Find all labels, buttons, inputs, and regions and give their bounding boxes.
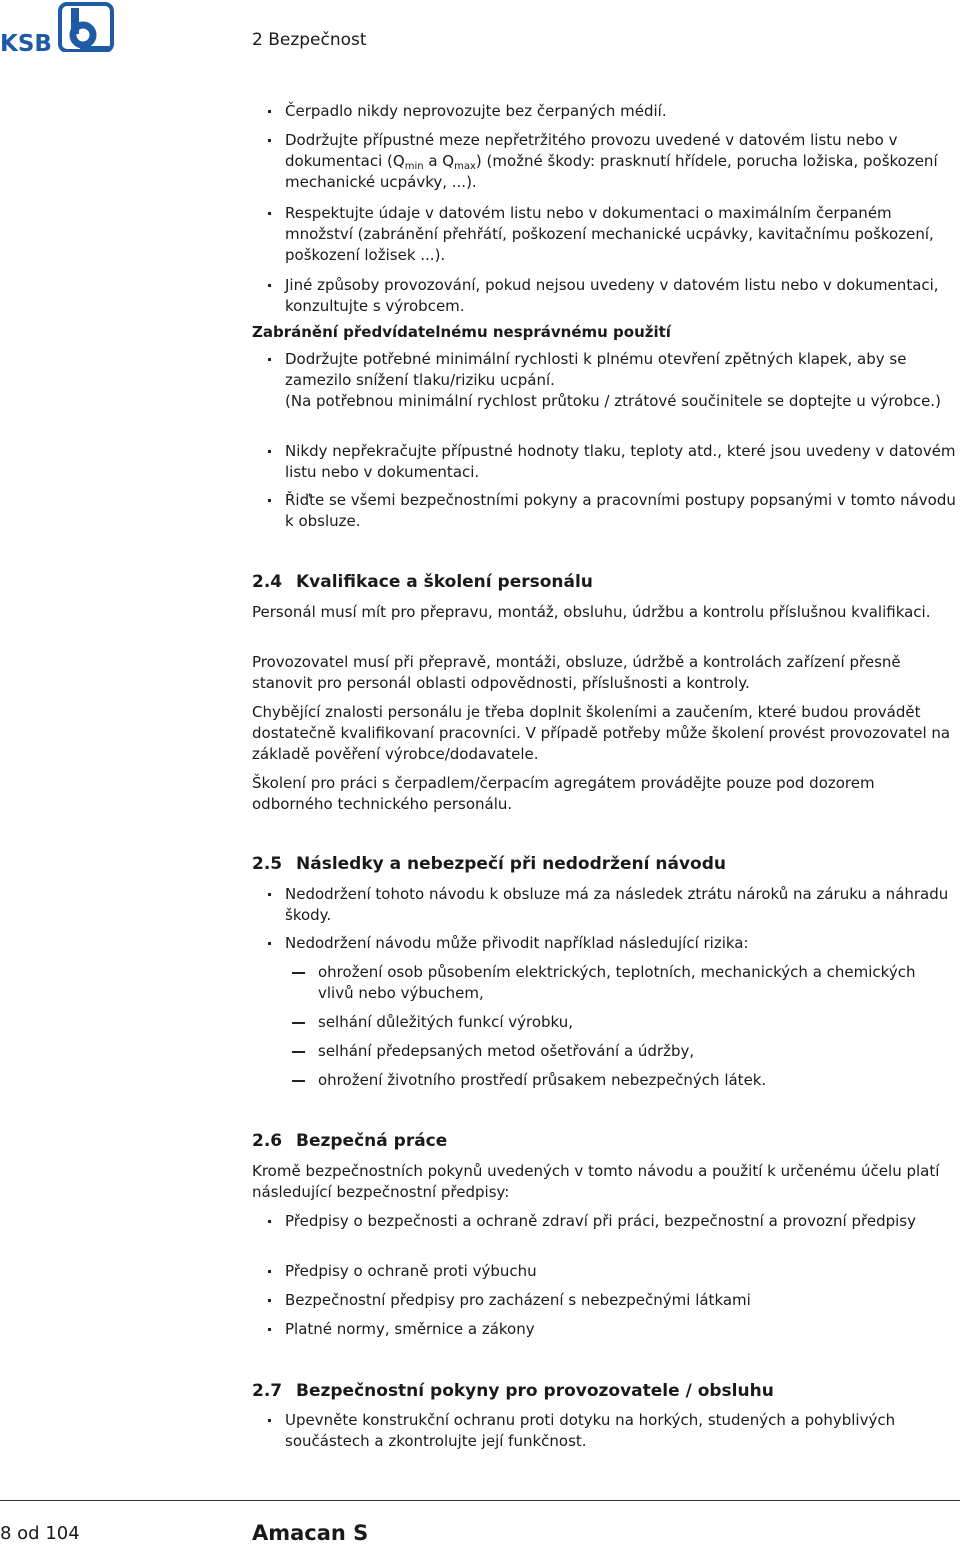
dash-item-text: selhání předepsaných metod ošetřování a údržby, xyxy=(318,1042,695,1060)
subsection-heading: Zabránění předvídatelnému nesprávnému použití xyxy=(252,323,671,341)
list-item xyxy=(285,490,958,532)
list-item-text: Respektujte údaje v datovém listu nebo v dokumentaci o maximálním čerpaném množství (zabránění přehřátí, poškození mechanické ucpávky, kavitačnímu poškození, poškození ložisek ...). xyxy=(285,204,934,264)
dash-marker xyxy=(292,1051,305,1053)
dash-item xyxy=(318,1070,938,1091)
page-number: 8 od 104 xyxy=(0,1523,80,1544)
list-item xyxy=(285,884,958,926)
section-title-text: Následky a nebezpečí při nedodržení návodu xyxy=(296,854,726,874)
section-title-text: Kvalifikace a školení personálu xyxy=(296,572,593,592)
list-item-text: Jiné způsoby provozování, pokud nejsou uvedeny v datovém listu nebo v dokumentaci, konzultujte s výrobcem. xyxy=(285,276,939,315)
section-heading-2-6 xyxy=(252,1130,447,1152)
section-number: 2.7 xyxy=(252,1381,283,1401)
list-item xyxy=(285,101,958,122)
dash-marker xyxy=(292,972,305,974)
dash-item-text: selhání důležitých funkcí výrobku, xyxy=(318,1013,574,1031)
list-item-text: Upevněte konstrukční ochranu proti dotyku na horkých, studených a pohyblivých součástech a zkontrolujte její funkčnost. xyxy=(285,1411,896,1450)
paragraph: Personál musí mít pro přepravu, montáž, obsluhu, údržbu a kontrolu příslušnou kvalifikaci. xyxy=(252,603,931,621)
section-number: 2.4 xyxy=(252,572,283,592)
section-number: 2.5 xyxy=(252,854,283,874)
list-item xyxy=(285,441,958,483)
ksb-logo xyxy=(0,2,114,52)
section-number: 2.6 xyxy=(252,1131,283,1151)
product-name: Amacan S xyxy=(252,1521,369,1545)
paragraph: Kromě bezpečnostních pokynů uvedených v tomto návodu a použití k určenému účelu platí následující bezpečnostní předpisy: xyxy=(252,1162,940,1201)
list-item xyxy=(285,1290,958,1311)
dash-item-text: ohrožení životního prostředí průsakem nebezpečných látek. xyxy=(318,1071,767,1089)
list-item-note: (Na potřebnou minimální rychlost průtoku / ztrátové součinitele se doptejte u výrobce.) xyxy=(285,392,941,410)
dash-item xyxy=(318,962,938,1004)
section-heading-2-4 xyxy=(252,571,593,593)
list-item xyxy=(285,1261,958,1282)
logo-text: KSB xyxy=(0,31,52,52)
section-heading-2-5 xyxy=(252,853,726,875)
list-item-text: Nedodržení návodu může přivodit například následující rizika: xyxy=(285,934,749,952)
list-item-text: Dodržujte přípustné meze nepřetržitého provozu uvedené v datovém listu nebo v dokumentaci ($Q_{min}$ a $Q_{max}$) (možné škody: prasknutí hřídele, porucha ložiska, poškození mechanické ucpávky, ...). xyxy=(285,131,938,191)
list-item xyxy=(285,275,958,317)
list-item xyxy=(285,203,958,266)
list-item-text: Řiďte se všemi bezpečnostními pokyny a pracovními postupy popsanými v tomto návodu k obsluze. xyxy=(285,491,956,530)
list-item xyxy=(285,1410,958,1452)
list-item xyxy=(285,1319,958,1340)
dash-item-text: ohrožení osob působením elektrických, teplotních, mechanických a chemických vlivů nebo výbuchem, xyxy=(318,963,916,1002)
dash-item xyxy=(318,1041,938,1062)
list-item xyxy=(285,349,958,412)
dash-item xyxy=(318,1012,938,1033)
dash-marker xyxy=(292,1080,305,1082)
list-item-text: Bezpečnostní předpisy pro zacházení s nebezpečnými látkami xyxy=(285,1291,751,1309)
list-item xyxy=(285,933,958,954)
list-item-text: Předpisy o ochraně proti výbuchu xyxy=(285,1262,537,1280)
section-title-text: Bezpečná práce xyxy=(296,1131,448,1151)
list-item-text: Nedodržení tohoto návodu k obsluze má za následek ztrátu nároků na záruku a náhradu škody. xyxy=(285,885,949,924)
list-item-text: Dodržujte potřebné minimální rychlosti k plnému otevření zpětných klapek, aby se zamezilo snížení tlaku/riziku ucpání. xyxy=(285,350,907,389)
list-item xyxy=(285,130,958,193)
section-heading-2-7 xyxy=(252,1380,774,1402)
paragraph: Chybějící znalosti personálu je třeba doplnit školeními a zaučením, které budou provádět dostatečně kvalifikovaní pracovníci. V případě potřeby může školení provést provozovatel na základě pověření výrobce/dodavatele. xyxy=(252,703,951,763)
paragraph: Školení pro práci s čerpadlem/čerpacím agregátem provádějte pouze pod dozorem odborného technického personálu. xyxy=(252,774,875,813)
list-item-text: Nikdy nepřekračujte přípustné hodnoty tlaku, teploty atd., které jsou uvedeny v datovém listu nebo v dokumentaci. xyxy=(285,442,956,481)
list-item-text: Čerpadlo nikdy neprovozujte bez čerpaných médií. xyxy=(285,102,667,120)
list-item-text: Platné normy, směrnice a zákony xyxy=(285,1320,535,1338)
list-item-text: Předpisy o bezpečnosti a ochraně zdraví při práci, bezpečnostní a provozní předpisy xyxy=(285,1212,916,1230)
footer-rule xyxy=(0,1500,960,1501)
section-title-text: Bezpečnostní pokyny pro provozovatele / obsluhu xyxy=(296,1381,774,1401)
paragraph: Provozovatel musí při přepravě, montáži, obsluze, údržbě a kontrolách zařízení přesně stanovit pro personál oblasti odpovědnosti, příslušnosti a kontroly. xyxy=(252,653,901,692)
dash-marker xyxy=(292,1022,305,1024)
list-item xyxy=(285,1211,958,1232)
section-title: 2 Bezpečnost xyxy=(252,30,367,50)
